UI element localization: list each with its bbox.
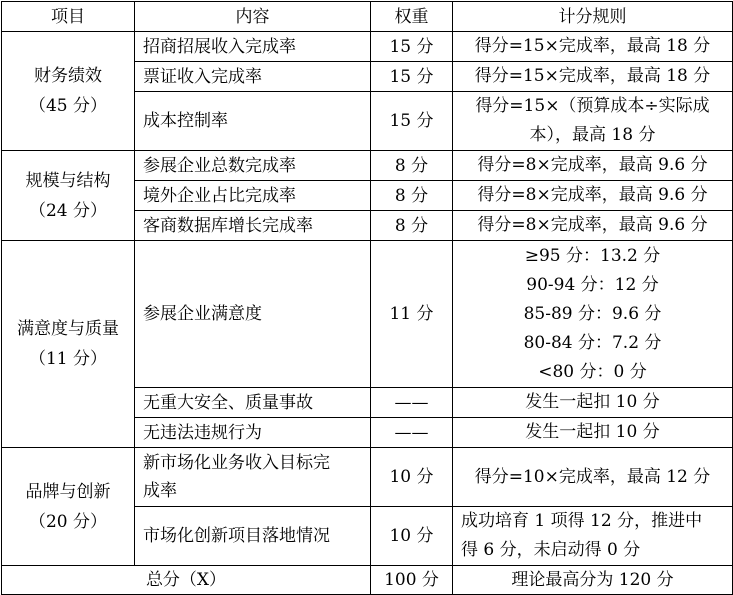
rule-line: 本），最高 18 分 — [529, 125, 656, 145]
category-name: 满意度与质量 — [17, 319, 119, 339]
total-row — [2, 566, 733, 595]
rule-cell: 发生一起扣 10 分 — [453, 418, 733, 448]
header-row — [2, 2, 733, 32]
header-content: 内容 — [135, 2, 371, 32]
scoring-table — [1, 1, 733, 595]
weight-cell: 11 分 — [371, 241, 453, 388]
rule-cell: 得分=15×完成率，最高 18 分 — [453, 62, 733, 92]
content-cell: 境外企业占比完成率 — [135, 181, 371, 211]
weight-cell: 10 分 — [371, 448, 453, 507]
table-row — [2, 32, 733, 62]
rule-cell — [453, 241, 733, 388]
category-points: （24 分） — [28, 200, 108, 221]
rule-cell: 发生一起扣 10 分 — [453, 388, 733, 418]
content-cell: 招商招展收入完成率 — [135, 32, 371, 62]
content-cell: 市场化创新项目落地情况 — [135, 507, 371, 566]
content-line: 新市场化业务收入目标完 — [143, 453, 330, 473]
weight-cell: 15 分 — [371, 32, 453, 62]
total-label: 总分（X） — [2, 566, 371, 595]
content-line: 成率 — [143, 481, 177, 501]
tier-line: 90-94 分：12 分 — [526, 274, 659, 295]
content-cell: 客商数据库增长完成率 — [135, 211, 371, 241]
category-points: （20 分） — [28, 511, 108, 532]
content-cell: 成本控制率 — [135, 92, 371, 151]
weight-cell: 8 分 — [371, 211, 453, 241]
tier-line: 80-84 分：7.2 分 — [523, 332, 662, 353]
rule-line: 得分=15×（预算成本÷实际成 — [475, 96, 710, 116]
content-cell: 参展企业满意度 — [135, 241, 371, 388]
table-row — [2, 241, 733, 388]
weight-cell: 8 分 — [371, 151, 453, 181]
category-cell — [2, 32, 135, 151]
total-weight: 100 分 — [371, 566, 453, 595]
tier-line: <80 分：0 分 — [538, 361, 647, 382]
rule-cell: 得分=10×完成率，最高 12 分 — [453, 448, 733, 507]
rule-cell: 得分=8×完成率，最高 9.6 分 — [453, 181, 733, 211]
rule-cell: 得分=8×完成率，最高 9.6 分 — [453, 211, 733, 241]
content-cell: 参展企业总数完成率 — [135, 151, 371, 181]
rule-cell — [453, 92, 733, 151]
content-cell — [135, 448, 371, 507]
content-cell: 无重大安全、质量事故 — [135, 388, 371, 418]
category-points: （11 分） — [28, 349, 108, 369]
rule-cell: 得分=15×完成率，最高 18 分 — [453, 32, 733, 62]
category-name: 规模与结构 — [25, 170, 111, 191]
content-cell: 无违法违规行为 — [135, 418, 371, 448]
rule-cell — [453, 507, 733, 566]
category-name: 财务绩效 — [34, 66, 102, 86]
content-cell: 票证收入完成率 — [135, 62, 371, 92]
table-row — [2, 448, 733, 507]
category-cell — [2, 241, 135, 448]
tier-line: 85-89 分：9.6 分 — [523, 303, 662, 324]
weight-cell: —— — [371, 418, 453, 448]
weight-cell: 8 分 — [371, 181, 453, 211]
category-cell — [2, 151, 135, 241]
rule-line: 得 6 分，未启动得 0 分 — [461, 540, 641, 560]
header-weight: 权重 — [371, 2, 453, 32]
weight-cell: 15 分 — [371, 62, 453, 92]
tier-line: ≥95 分：13.2 分 — [524, 245, 661, 266]
header-item: 项目 — [2, 2, 135, 32]
rule-cell: 得分=8×完成率，最高 9.6 分 — [453, 151, 733, 181]
table-row — [2, 151, 733, 181]
weight-cell: 15 分 — [371, 92, 453, 151]
total-rule: 理论最高分为 120 分 — [453, 566, 733, 595]
category-points: （45 分） — [28, 96, 108, 116]
rule-line: 成功培育 1 项得 12 分，推进中 — [461, 511, 703, 531]
category-cell — [2, 448, 135, 566]
header-rule: 计分规则 — [453, 2, 733, 32]
category-name: 品牌与创新 — [25, 481, 111, 502]
weight-cell: 10 分 — [371, 507, 453, 566]
weight-cell: —— — [371, 388, 453, 418]
